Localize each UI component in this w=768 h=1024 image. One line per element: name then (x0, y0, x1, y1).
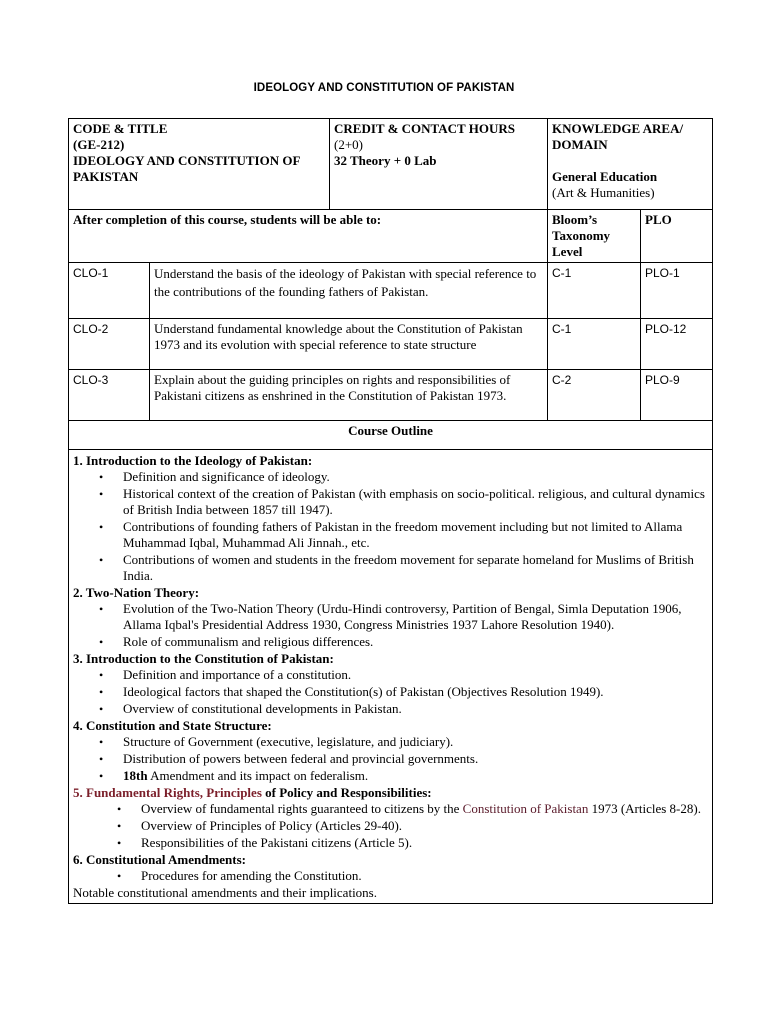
section-4-title: 4. Constitution and State Structure: (73, 718, 272, 733)
list-item: • Role of communalism and religious differences. (123, 634, 708, 650)
clo-plo: PLO-9 (641, 370, 713, 421)
section-1-list (73, 469, 708, 584)
plo-header: PLO (641, 210, 713, 263)
list-item: • Responsibilities of the Pakistani citizens (Article 5). (141, 835, 708, 851)
clo-level: C-2 (548, 370, 641, 421)
credit-value: (2+0) (334, 137, 363, 152)
section-6-title: 6. Constitutional Amendments: (73, 852, 246, 867)
list-item: • Distribution of powers between federal and provincial governments. (123, 751, 708, 767)
course-name: IDEOLOGY AND CONSTITUTION OF PAKISTAN (73, 153, 300, 184)
code-title-cell (69, 119, 330, 210)
amendment-text: Amendment and its impact on federalism. (147, 768, 369, 783)
clo-level: C-1 (548, 263, 641, 319)
outline-title: Course Outline (69, 421, 713, 450)
clo-id: CLO-2 (69, 319, 150, 370)
section-4-list (73, 734, 708, 784)
list-item: • Definition and significance of ideology. (123, 469, 708, 485)
code-title-label: CODE & TITLE (73, 121, 168, 136)
knowledge-area-cell (548, 119, 713, 210)
outline-body (69, 450, 713, 904)
list-item: • Historical context of the creation of Pakistan (with emphasis on socio-political. religious, and cultural dynamics of British India between 1857 till 1947). (123, 486, 708, 518)
constitution-link-text: Constitution of Pakistan (462, 801, 589, 816)
blooms-header: Bloom’s Taxonomy Level (548, 210, 641, 263)
list-item: • Evolution of the Two-Nation Theory (Urdu-Hindi controversy, Partition of Bengal, Simla Deputation 1906, Allama Iqbal's Presidential Address 1930, Congress Ministries 1937 Lahore Resolution 1940). (123, 601, 708, 633)
knowledge-area-value: General Education (552, 169, 658, 184)
section-3-list (73, 667, 708, 717)
outline-title-row (69, 421, 713, 450)
course-table (68, 118, 713, 904)
section-1-title: 1. Introduction to the Ideology of Pakistan: (73, 453, 313, 468)
clo-text: Understand fundamental knowledge about the Constitution of Pakistan 1973 and its evolution with special reference to state structure (150, 319, 548, 370)
amendment-number: 18th (123, 768, 148, 783)
list-item: • Contributions of women and students in the freedom movement for separate homeland for Muslims of British India. (123, 552, 708, 584)
item-text: Overview of fundamental rights guaranteed to citizens by the (141, 801, 463, 816)
document-title: IDEOLOGY AND CONSTITUTION OF PAKISTAN (253, 82, 515, 94)
clo-id: CLO-3 (69, 370, 150, 421)
knowledge-area-label: KNOWLEDGE AREA/ DOMAIN (552, 121, 684, 152)
list-item: • Structure of Government (executive, legislature, and judiciary). (123, 734, 708, 750)
clo-text: Explain about the guiding principles on rights and responsibilities of Pakistani citizens as enshrined in the Constitution of Pakistan 1973. (150, 370, 548, 421)
section-3-title: 3. Introduction to the Constitution of Pakistan: (73, 651, 334, 666)
course-header-row (69, 119, 713, 210)
clo-id: CLO-1 (69, 263, 150, 319)
outline-body-row (69, 450, 713, 904)
clo-plo: PLO-12 (641, 319, 713, 370)
clo-level: C-1 (548, 319, 641, 370)
clo-row-3 (69, 370, 713, 421)
section-2-list (73, 601, 708, 650)
credit-label: CREDIT & CONTACT HOURS (334, 121, 515, 136)
item-text: 1973 (Articles 8-28). (588, 801, 701, 816)
clo-text: Understand the basis of the ideology of Pakistan with special reference to the contributions of the founding fathers of Pakistan. (150, 263, 548, 319)
list-item (141, 801, 708, 817)
section-5-list (73, 801, 708, 851)
section-5-title-rest: of Policy and Responsibilities: (261, 785, 432, 800)
clo-intro: After completion of this course, students will be able to: (69, 210, 548, 263)
credit-cell (330, 119, 548, 210)
list-item: • Ideological factors that shaped the Constitution(s) of Pakistan (Objectives Resolution 1949). (123, 684, 708, 700)
contact-hours: 32 Theory + 0 Lab (334, 153, 437, 168)
knowledge-area-sub: (Art & Humanities) (552, 185, 655, 200)
clo-plo: PLO-1 (641, 263, 713, 319)
list-item: • Definition and importance of a constitution. (123, 667, 708, 683)
section-5-title (73, 785, 708, 801)
section-6-footer: Notable constitutional amendments and their implications. (73, 885, 377, 900)
course-code: (GE-212) (73, 137, 125, 152)
list-item: • Procedures for amending the Constitution. (141, 868, 708, 884)
clo-header-row (69, 210, 713, 263)
list-item: • Contributions of founding fathers of Pakistan in the freedom movement including but not limited to Allama Muhammad Iqbal, Muhammad Ali Jinnah., etc. (123, 519, 708, 551)
list-item: • Overview of Principles of Policy (Articles 29-40). (141, 818, 708, 834)
section-5-title-colored: 5. Fundamental Rights, Principles (73, 785, 262, 800)
clo-row-1 (69, 263, 713, 319)
list-item (123, 768, 708, 784)
list-item: • Overview of constitutional developments in Pakistan. (123, 701, 708, 717)
section-6-list (73, 868, 708, 884)
section-2-title: 2. Two-Nation Theory: (73, 585, 200, 600)
clo-row-2 (69, 319, 713, 370)
